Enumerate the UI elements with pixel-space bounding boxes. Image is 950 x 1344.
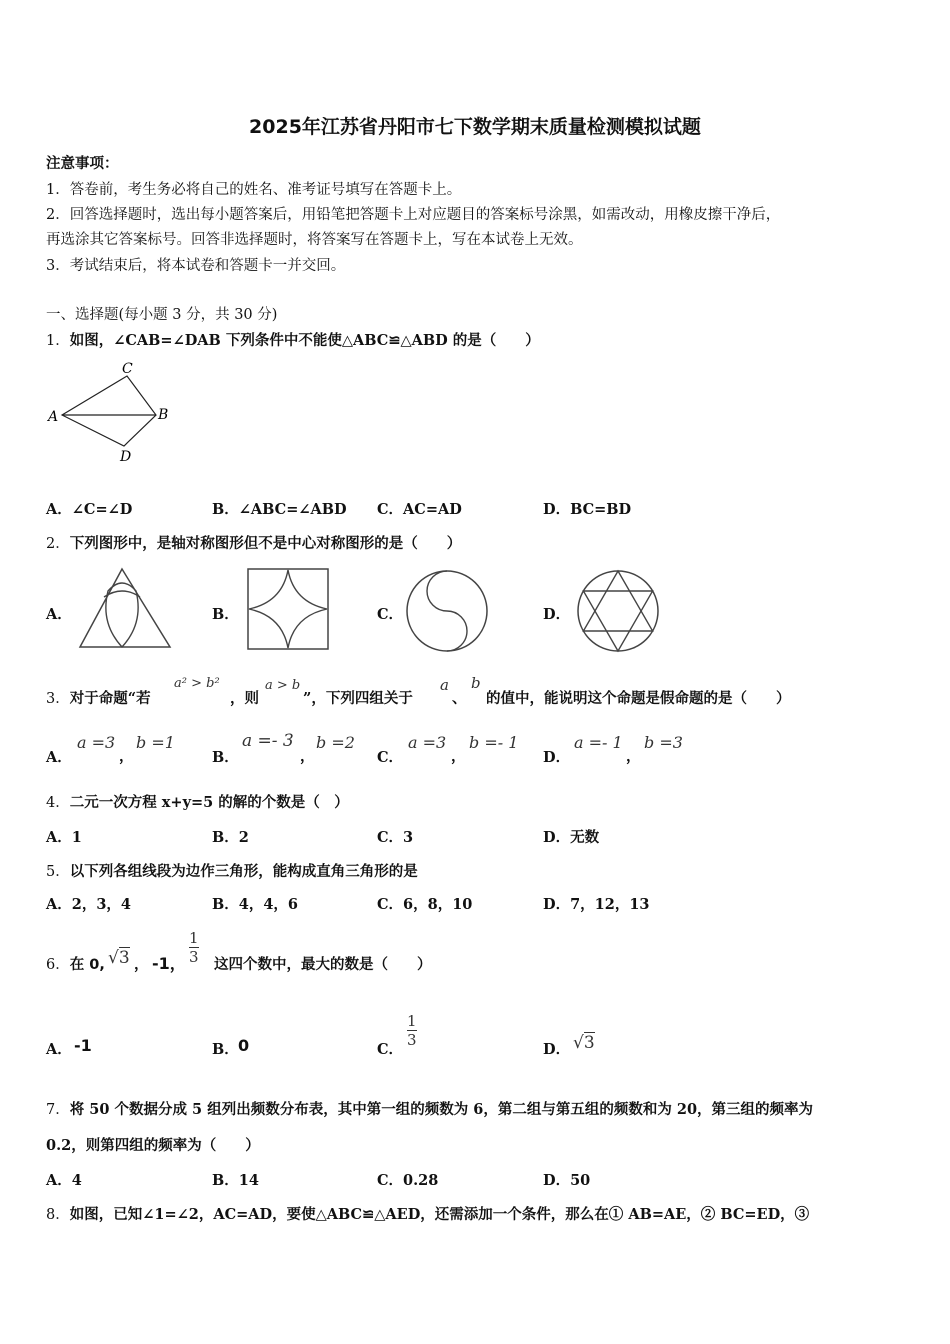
question-number: 7． xyxy=(46,1102,70,1118)
label-c: C xyxy=(122,361,133,377)
question-1 xyxy=(46,329,540,350)
q1-option-a[interactable]: A．∠C=∠D xyxy=(46,501,133,518)
q4-option-b[interactable]: B．2 xyxy=(212,829,249,846)
question-text: 二元一次方程 x+y=5 的解的个数是（ ） xyxy=(69,794,349,811)
q3-sep: 、 xyxy=(452,690,467,707)
q6-text-2: ， xyxy=(134,956,149,973)
question-5 xyxy=(46,860,418,881)
q6-fraction xyxy=(189,929,199,966)
question-number: 3． xyxy=(46,691,70,707)
label-b: B xyxy=(158,407,169,423)
q3-option-b-a: a =- 3 xyxy=(242,731,294,751)
fraction-denominator: 3 xyxy=(407,1031,417,1049)
question-number: 4． xyxy=(46,795,70,811)
q3-option-c-b: b =- 1 xyxy=(469,733,519,752)
q5-option-b[interactable]: B．4，4，6 xyxy=(212,896,299,913)
question-number: 2． xyxy=(46,536,70,552)
square-with-star-icon[interactable] xyxy=(244,566,332,652)
q3-text-1: 对于命题“若 xyxy=(69,690,151,707)
q7-option-c[interactable]: C．0.28 xyxy=(377,1172,439,1189)
question-text: 以下列各组线段为边作三角形，能构成直角三角形的是 xyxy=(69,863,418,880)
question-4 xyxy=(46,791,349,812)
q6-sqrt-value: 3 xyxy=(118,948,130,968)
q1-kite-figure xyxy=(44,360,184,470)
page-title: 2025年江苏省丹阳市七下数学期末质量检测模拟试题 xyxy=(249,116,701,138)
notice-item-3: 3．考试结束后，将本试卷和答题卡一并交回。 xyxy=(46,258,346,274)
triangle-with-arcs-icon[interactable] xyxy=(74,563,174,653)
q1-option-b[interactable]: B．∠ABC=∠ABD xyxy=(212,501,347,518)
question-number: 8． xyxy=(46,1207,70,1223)
label-a: A xyxy=(48,409,59,425)
q6-neg-one: -1， xyxy=(152,954,186,973)
q3-option-d-a: a =- 1 xyxy=(574,733,623,752)
question-8 xyxy=(46,1203,809,1224)
question-2 xyxy=(46,532,461,553)
q3-text-3: ”，下列四组关于 xyxy=(303,690,413,707)
q3-option-a-b: b =1 xyxy=(136,733,175,752)
q1-option-c[interactable]: C．AC=AD xyxy=(377,501,462,518)
question-text: 如图，∠CAB=∠DAB 下列条件中不能使△ABC≌△ABD 的是（ ） xyxy=(69,332,540,349)
q6-option-d-sqrt xyxy=(573,1033,595,1053)
section-heading: 一、选择题(每小题 3 分，共 30 分) xyxy=(46,307,278,323)
q2-option-b[interactable]: B． xyxy=(212,606,239,623)
question-6 xyxy=(46,953,105,974)
q3-text-4: 的值中，能说明这个命题是假命题的是（ ） xyxy=(486,690,791,707)
q6-option-d-value: 3 xyxy=(583,1033,595,1053)
question-number: 1． xyxy=(46,333,70,349)
q1-option-d[interactable]: D．BC=BD xyxy=(543,501,632,518)
q3-option-d-b: b =3 xyxy=(644,733,683,752)
q4-option-d[interactable]: D．无数 xyxy=(543,829,600,846)
notice-item-1: 1．答卷前，考生务必将自己的姓名、准考证号填写在答题卡上。 xyxy=(46,182,462,198)
question-number: 5． xyxy=(46,864,70,880)
q3-condition-1: a² > b² xyxy=(174,676,220,691)
q4-option-c[interactable]: C．3 xyxy=(377,829,414,846)
kite-outline xyxy=(62,376,156,446)
fraction-denominator: 3 xyxy=(189,948,199,966)
question-text: 下列图形中，是轴对称图形但不是中心对称图形的是（ ） xyxy=(69,535,462,552)
comma: ， xyxy=(119,748,134,765)
notice-item-2: 2．回答选择题时，选出每小题答案后，用铅笔把答题卡上对应题目的答案标号涂黑，如需改动，用橡皮擦干净后， xyxy=(46,207,781,223)
question-7 xyxy=(46,1098,813,1119)
q6-sqrt-3 xyxy=(108,948,130,968)
q6-option-b-value: 0 xyxy=(238,1036,250,1055)
q3-option-d-label[interactable]: D． xyxy=(543,749,571,766)
q3-option-a-label[interactable]: A． xyxy=(46,749,72,766)
comma: ， xyxy=(451,748,466,765)
q2-option-a[interactable]: A． xyxy=(46,606,72,623)
q6-option-a-value: -1 xyxy=(74,1036,92,1055)
sqrt-icon: √ xyxy=(108,948,119,968)
q6-text-1: 在 0, xyxy=(69,957,105,973)
q3-var-b: b xyxy=(471,674,481,692)
q3-option-a-a: a =3 xyxy=(77,733,116,752)
q2-option-d[interactable]: D． xyxy=(543,606,571,623)
q3-condition-2: a > b xyxy=(265,678,301,693)
q5-option-d[interactable]: D．7，12，13 xyxy=(543,896,650,913)
q7-option-d[interactable]: D．50 xyxy=(543,1172,591,1189)
sqrt-icon: √ xyxy=(573,1033,584,1053)
question-7-cont: 0.2，则第四组的频率为（ ） xyxy=(46,1137,260,1154)
q3-option-c-label[interactable]: C． xyxy=(377,749,404,766)
q6-option-c-fraction xyxy=(407,1012,417,1049)
q6-option-b-label[interactable]: B． xyxy=(212,1041,239,1058)
question-number: 6． xyxy=(46,957,70,973)
q4-option-a[interactable]: A．1 xyxy=(46,829,82,846)
comma: ， xyxy=(300,748,315,765)
comma: ， xyxy=(626,748,641,765)
q6-option-d-label[interactable]: D． xyxy=(543,1041,571,1058)
yin-yang-circle-icon[interactable] xyxy=(402,566,492,656)
q2-option-c[interactable]: C． xyxy=(377,606,404,623)
q3-option-b-b: b =2 xyxy=(316,733,355,752)
q6-option-c-label[interactable]: C． xyxy=(377,1041,404,1058)
q5-option-a[interactable]: A．2，3，4 xyxy=(46,896,132,913)
notice-item-2-cont: 再选涂其它答案标号。回答非选择题时，将答案写在答题卡上，写在本试卷上无效。 xyxy=(46,232,583,248)
q7-option-a[interactable]: A．4 xyxy=(46,1172,82,1189)
notice-heading: 注意事项： xyxy=(46,155,119,172)
question-text: 将 50 个数据分成 5 组列出频数分布表，其中第一组的频数为 6，第二组与第五组的频数和为 20，第三组的频率为 xyxy=(69,1101,814,1118)
question-text: 如图，已知∠1=∠2，AC=AD，要使△ABC≌△AED，还需添加一个条件，那么在① AB=AE，② BC=ED，③ xyxy=(69,1206,810,1223)
q3-option-b-label[interactable]: B． xyxy=(212,749,239,766)
q3-text-2: ，则 xyxy=(230,690,259,707)
q3-var-a: a xyxy=(440,676,449,694)
fraction-numerator: 1 xyxy=(407,1012,417,1030)
q6-text-3: 这四个数中，最大的数是（ ） xyxy=(214,956,432,973)
q6-option-a-label[interactable]: A． xyxy=(46,1041,72,1058)
question-3-num xyxy=(46,687,151,708)
q3-option-c-a: a =3 xyxy=(408,733,447,752)
q7-option-b[interactable]: B．14 xyxy=(212,1172,259,1189)
fraction-numerator: 1 xyxy=(189,929,199,947)
label-d: D xyxy=(120,449,132,465)
q5-option-c[interactable]: C．6，8，10 xyxy=(377,896,473,913)
star-of-david-circle-icon[interactable] xyxy=(573,566,663,656)
